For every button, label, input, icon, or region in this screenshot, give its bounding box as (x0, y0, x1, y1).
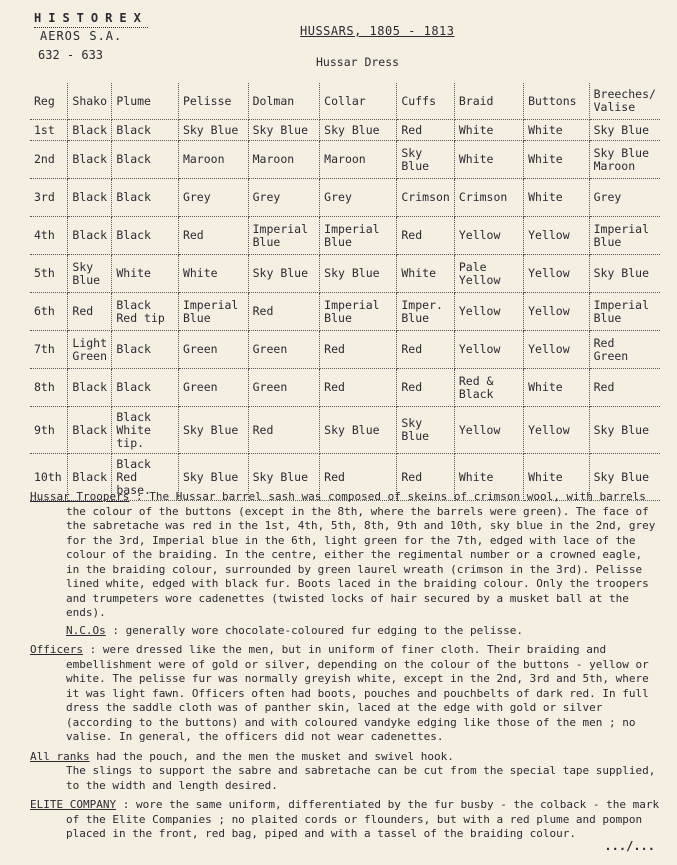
table-cell: Sky Blue Maroon (589, 141, 660, 179)
table-cell: Black (112, 179, 179, 217)
table-cell: Red (320, 369, 397, 407)
table-cell: Imperial Blue (320, 217, 397, 255)
table-cell: Sky Blue (68, 255, 112, 293)
column-header: Breeches/ Valise (589, 83, 660, 120)
table-cell: Red (397, 369, 454, 407)
table-cell: 10th (30, 454, 68, 501)
table-row (30, 179, 660, 217)
table-cell: Sky Blue (320, 120, 397, 141)
table-cell: White (178, 255, 248, 293)
note-elite-text: : wore the same uniform, differentiated by the fur busby - the colback - the mark of the Elite Companies ; no plaited cords or flounders, but with a red plume and pompon placed in the front, red bag, piped and with a tassel of the braiding colour. (66, 798, 660, 840)
note-troopers-heading: Hussar Troopers (30, 490, 130, 503)
table-cell: Maroon (320, 141, 397, 179)
table-cell: White (112, 255, 179, 293)
table-cell: Red (248, 407, 320, 454)
table-cell: Red (178, 217, 248, 255)
table-cell: Grey (320, 179, 397, 217)
table-cell: Black (68, 120, 112, 141)
note-officers (30, 643, 660, 745)
table-cell: Black (112, 331, 179, 369)
table-cell: White (454, 120, 523, 141)
column-header: Shako (68, 83, 112, 120)
table-row (30, 331, 660, 369)
note-troopers (30, 490, 660, 638)
document-subtitle: Hussar Dress (316, 55, 400, 69)
table-cell: Sky Blue (178, 454, 248, 501)
table-cell: Sky Blue (589, 120, 660, 141)
table-cell: Red Green (589, 331, 660, 369)
note-all-ranks (30, 750, 660, 794)
table-cell: White (524, 369, 590, 407)
table-cell: Imperial Blue (178, 293, 248, 331)
table-cell: White (454, 141, 523, 179)
table-cell: Crimson (397, 179, 454, 217)
table-row (30, 369, 660, 407)
table-cell: Maroon (178, 141, 248, 179)
table-cell: Black (68, 369, 112, 407)
note-all-ranks-heading: All ranks (30, 749, 90, 763)
table-cell: White (524, 179, 590, 217)
table-cell: Red (68, 293, 112, 331)
note-elite-heading: ELITE COMPANY (30, 798, 117, 811)
table-cell: Yellow (454, 407, 523, 454)
table-cell: Red (397, 217, 454, 255)
table-cell: Yellow (524, 217, 590, 255)
table-cell: 1st (30, 120, 68, 141)
table-cell: Sky Blue (178, 120, 248, 141)
table-cell: Red (320, 454, 397, 501)
table-cell: Sky Blue (589, 454, 660, 501)
table-body (30, 120, 660, 501)
table-cell: Black (112, 120, 179, 141)
table-cell: Grey (589, 179, 660, 217)
notes-section (30, 490, 660, 847)
table-cell: Black (68, 454, 112, 501)
table-cell: Light Green (68, 331, 112, 369)
dress-table (30, 83, 660, 501)
company-name: AEROS S.A. (40, 29, 123, 43)
table-cell: Imperial Blue (589, 293, 660, 331)
note-officers-text: : were dressed like the men, but in uniform of finer cloth. Their braiding and embellishment were of gold or silver, depending on the colour of the buttons - yellow or white. The pelisse fur was normally greyish white, except in the 2nd, 3rd and 5th, where it was light fawn. Officers often had boots, pouches and pouchbelts of dark red. In full dress the saddle cloth was of panther skin, laced at the edge with gold or silver (according to the buttons) and with coloured vandyke edging like those of the men ; no valise. In general, the officers did not wear cadenettes. (66, 643, 649, 743)
table-row (30, 120, 660, 141)
table-cell: Yellow (524, 331, 590, 369)
brand-block (34, 10, 148, 63)
table-cell: 4th (30, 217, 68, 255)
table-cell: Grey (178, 179, 248, 217)
table-row (30, 293, 660, 331)
note-troopers-text: : The Hussar barrel sash was composed of skeins of crimson wool, with barrels the colour of the buttons (except in the 8th, where the barrels were green). The face of the sabretache was red in the 1st, 4th, 5th, 8th, 9th and 10th, sky blue in the 2nd, grey for the 3rd, Imperial blue in the 6th, light green for the 7th, edged with lace of the colour of the braiding. In the centre, either the regimental number or a crowned eagle, in the braiding colour, surrounded by green laurel wreath (crimson in the 3rd). Pelisse lined white, edged with black fur. Boots laced in the braiding colour. Only the troopers and trumpeters wore cadenettes (twisted locks of hair secured by a musket ball at the ends). (66, 490, 656, 619)
table-cell: Black White tip. (112, 407, 179, 454)
table-row (30, 141, 660, 179)
table-cell: Sky Blue (589, 407, 660, 454)
note-ncos-heading: N.C.Os (66, 623, 106, 637)
table-cell: Black (112, 369, 179, 407)
table-cell: Black (68, 179, 112, 217)
column-header: Pelisse (178, 83, 248, 120)
table-cell: Sky Blue (320, 255, 397, 293)
table-cell: Imperial Blue (248, 217, 320, 255)
reference-number: 632 - 633 (38, 48, 104, 62)
table-cell: 7th (30, 331, 68, 369)
column-header: Cuffs (397, 83, 454, 120)
table-row (30, 407, 660, 454)
table-cell: Maroon (248, 141, 320, 179)
table-cell: Yellow (524, 407, 590, 454)
table-cell: Sky Blue (397, 407, 454, 454)
table-cell: Crimson (454, 179, 523, 217)
table-cell: Sky Blue (248, 120, 320, 141)
table-cell: Black (112, 141, 179, 179)
table-cell: 9th (30, 407, 68, 454)
table-cell: White (397, 255, 454, 293)
table-cell: Black (112, 217, 179, 255)
note-all-ranks-slings: The slings to support the sabre and sabretache can be cut from the special tape supplied, to the width and length desired. (66, 764, 656, 792)
table-cell: Red (589, 369, 660, 407)
table-cell: White (524, 120, 590, 141)
table-cell: White (454, 454, 523, 501)
table-cell: Red & Black (454, 369, 523, 407)
brand-name: HISTOREX (34, 10, 148, 28)
table-cell: Imper. Blue (397, 293, 454, 331)
table-cell: Black (68, 141, 112, 179)
table-cell: Sky Blue (248, 255, 320, 293)
table-cell: Yellow (454, 217, 523, 255)
table-cell: 2nd (30, 141, 68, 179)
table-cell: 3rd (30, 179, 68, 217)
table-cell: Green (178, 369, 248, 407)
table-cell: Yellow (524, 255, 590, 293)
table-cell: Black (68, 217, 112, 255)
column-header: Buttons (524, 83, 590, 120)
table-cell: White (524, 454, 590, 501)
table-cell: Black (68, 407, 112, 454)
column-header: Collar (320, 83, 397, 120)
table-cell: Red (248, 293, 320, 331)
note-elite-company (30, 798, 660, 842)
table-cell: Sky Blue (248, 454, 320, 501)
table-cell: Grey (248, 179, 320, 217)
continued-marker: .../... (604, 839, 655, 853)
table-cell: Imperial Blue (320, 293, 397, 331)
table-cell: 6th (30, 293, 68, 331)
table-cell: Yellow (524, 293, 590, 331)
table-cell: Black Red base. (112, 454, 179, 501)
table-cell: Black Red tip (112, 293, 179, 331)
table-cell: Sky Blue (397, 141, 454, 179)
column-header: Plume (112, 83, 179, 120)
table-cell: White (524, 141, 590, 179)
column-header: Braid (454, 83, 523, 120)
table-cell: Green (248, 331, 320, 369)
table-cell: Red (397, 331, 454, 369)
table-cell: Sky Blue (320, 407, 397, 454)
table-cell: Imperial Blue (589, 217, 660, 255)
table-cell: Pale Yellow (454, 255, 523, 293)
note-all-ranks-text: had the pouch, and the men the musket and swivel hook. (89, 749, 454, 763)
table-cell: Sky Blue (178, 407, 248, 454)
note-ncos-text: : generally wore chocolate-coloured fur edging to the pelisse. (105, 623, 523, 637)
table-cell: Yellow (454, 293, 523, 331)
column-header: Dolman (248, 83, 320, 120)
table-cell: Green (178, 331, 248, 369)
note-officers-heading: Officers (30, 643, 83, 656)
column-header: Reg (30, 83, 68, 120)
table-cell: Red (320, 331, 397, 369)
document-title: HUSSARS, 1805 - 1813 (300, 24, 455, 38)
table-cell: Sky Blue (589, 255, 660, 293)
table-row (30, 217, 660, 255)
table-cell: 5th (30, 255, 68, 293)
table-row (30, 255, 660, 293)
table-header-row (30, 83, 660, 120)
table-cell: Green (248, 369, 320, 407)
table-cell: Yellow (454, 331, 523, 369)
table-cell: 8th (30, 369, 68, 407)
table-cell: Red (397, 120, 454, 141)
table-cell: Red (397, 454, 454, 501)
